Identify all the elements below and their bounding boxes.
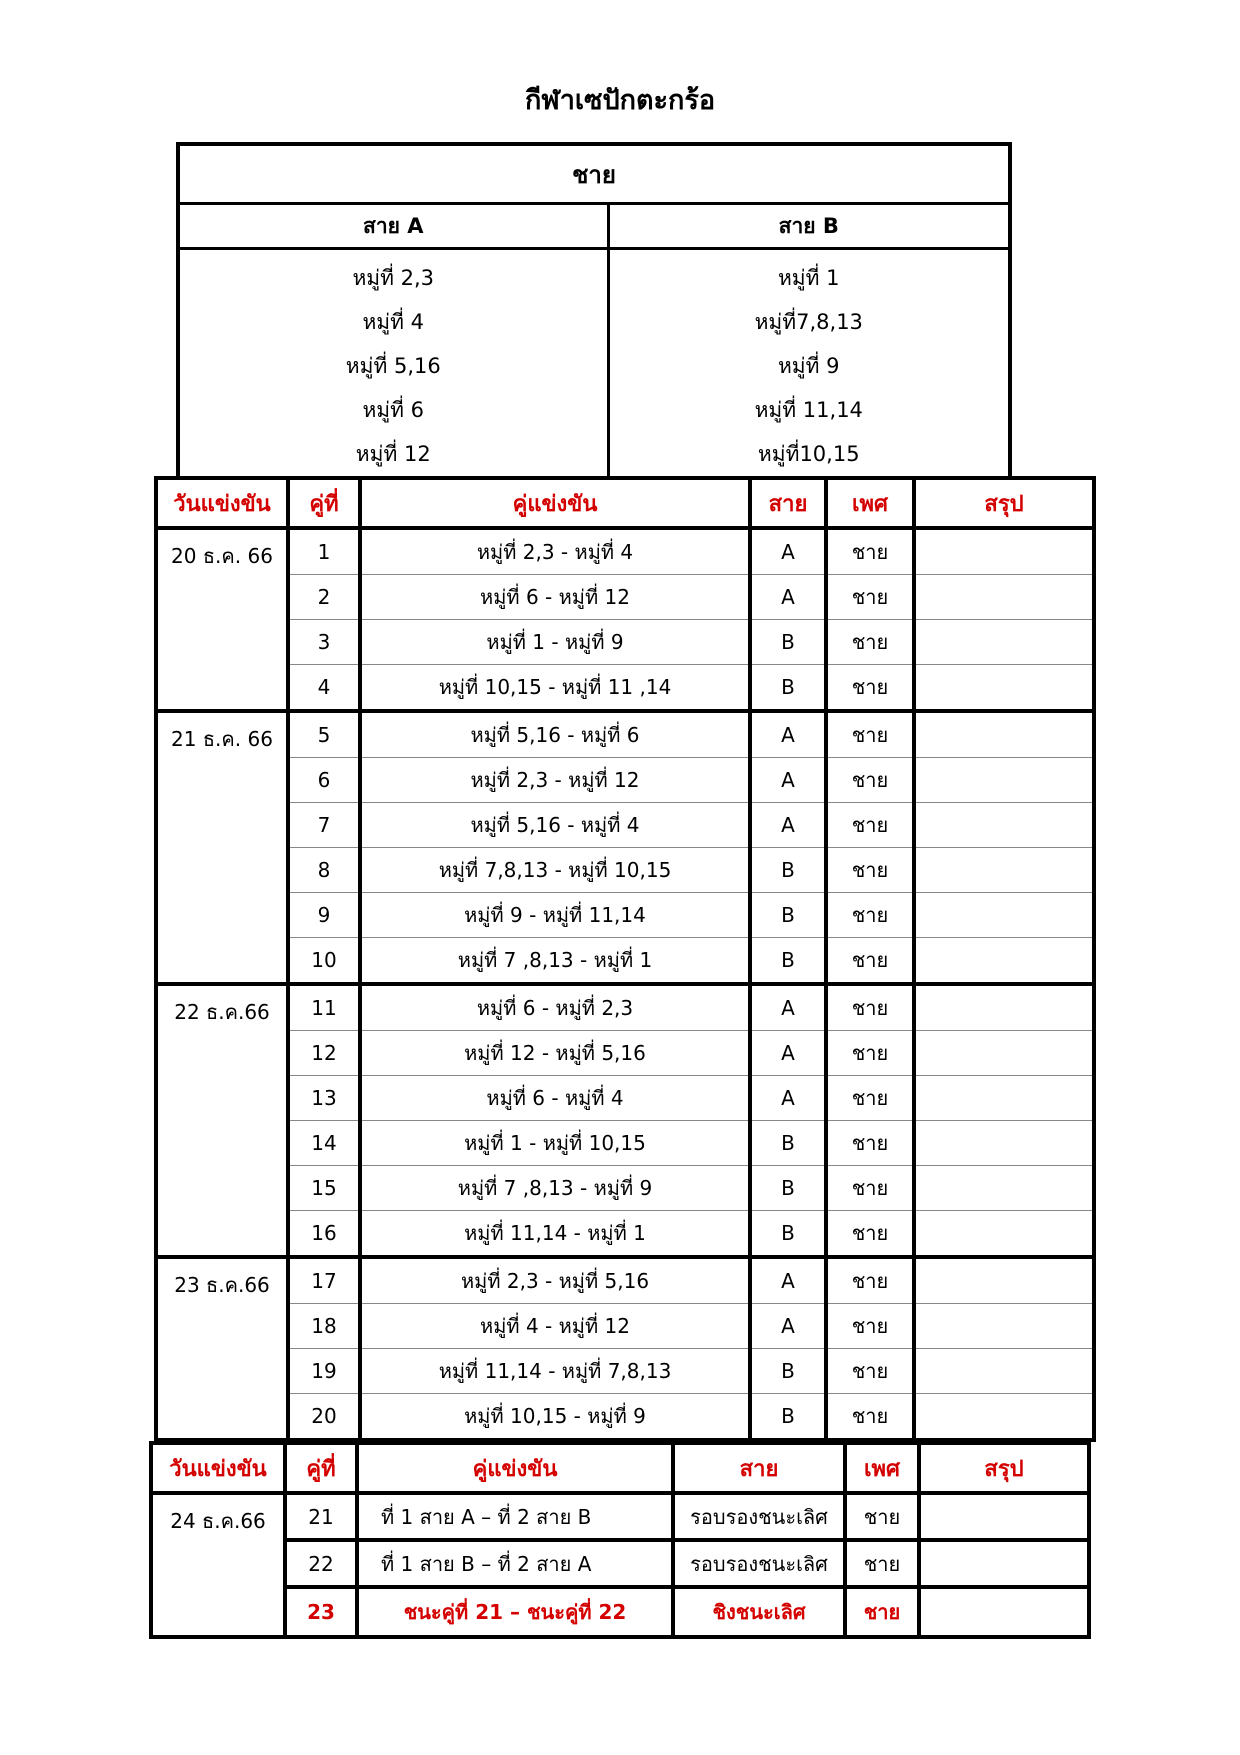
match-gender: ชาย [826, 528, 914, 575]
match-gender: ชาย [826, 1257, 914, 1304]
group-team: หมู่ที่ 5,16 [345, 354, 441, 378]
finals-date: 24 ธ.ค.66 [151, 1493, 285, 1637]
table-row [156, 575, 1094, 620]
group-b-label: สาย B [608, 204, 1010, 249]
table-row [156, 893, 1094, 938]
match-result [914, 620, 1094, 665]
match-group: B [750, 1211, 826, 1258]
match-group: A [750, 575, 826, 620]
group-team: หมู่ที่ 2,3 [352, 266, 435, 290]
match-teams: หมู่ที่ 2,3 - หมู่ที่ 5,16 [360, 1257, 750, 1304]
match-teams: หมู่ที่ 11,14 - หมู่ที่ 1 [360, 1211, 750, 1258]
match-group: B [750, 665, 826, 712]
match-gender: ชาย [826, 1211, 914, 1258]
match-no: 9 [288, 893, 360, 938]
match-no: 2 [288, 575, 360, 620]
match-teams: หมู่ที่ 6 - หมู่ที่ 12 [360, 575, 750, 620]
match-teams: หมู่ที่ 7 ,8,13 - หมู่ที่ 9 [360, 1166, 750, 1211]
match-no: 19 [288, 1349, 360, 1394]
match-gender: ชาย [826, 711, 914, 758]
match-result [914, 665, 1094, 712]
group-a-label: สาย A [178, 204, 608, 249]
match-result [914, 1394, 1094, 1441]
match-teams: ที่ 1 สาย B – ที่ 2 สาย A [357, 1540, 673, 1587]
match-no: 8 [288, 848, 360, 893]
table-row [156, 1211, 1094, 1258]
match-result [914, 575, 1094, 620]
match-teams: หมู่ที่ 10,15 - หมู่ที่ 9 [360, 1394, 750, 1441]
match-result [914, 984, 1094, 1031]
match-no: 21 [285, 1493, 357, 1540]
match-group: A [750, 1257, 826, 1304]
match-date: 22 ธ.ค.66 [156, 984, 288, 1257]
table-row [156, 1257, 1094, 1304]
match-teams: หมู่ที่ 1 - หมู่ที่ 9 [360, 620, 750, 665]
header-match: คู่แข่งขัน [360, 478, 750, 528]
match-no: 1 [288, 528, 360, 575]
match-gender: ชาย [826, 758, 914, 803]
groups-header: ชาย [178, 144, 1010, 204]
match-result [914, 893, 1094, 938]
schedule-table [154, 476, 1096, 1442]
table-row [156, 984, 1094, 1031]
group-team: หมู่ที่ 11,14 [754, 398, 863, 422]
group-b-teams [608, 249, 1010, 479]
match-gender: ชาย [826, 1121, 914, 1166]
match-group: B [750, 938, 826, 985]
match-round: ชิงชนะเลิศ [673, 1587, 845, 1637]
table-row [151, 1587, 1089, 1637]
table-row [156, 1121, 1094, 1166]
match-teams: ชนะคู่ที่ 21 – ชนะคู่ที่ 22 [357, 1587, 673, 1637]
group-team: หมู่ที่ 12 [355, 442, 431, 466]
match-result [914, 1257, 1094, 1304]
match-group: A [750, 758, 826, 803]
table-row [156, 758, 1094, 803]
match-teams: หมู่ที่ 12 - หมู่ที่ 5,16 [360, 1031, 750, 1076]
match-no: 20 [288, 1394, 360, 1441]
header-result: สรุป [914, 478, 1094, 528]
match-result [919, 1587, 1089, 1637]
match-teams: หมู่ที่ 6 - หมู่ที่ 2,3 [360, 984, 750, 1031]
match-no: 6 [288, 758, 360, 803]
groups-table [176, 142, 1012, 480]
match-no: 10 [288, 938, 360, 985]
match-gender: ชาย [826, 1031, 914, 1076]
match-date: 21 ธ.ค. 66 [156, 711, 288, 984]
match-no: 4 [288, 665, 360, 712]
group-team: หมู่ที่7,8,13 [754, 310, 863, 334]
match-group: A [750, 1076, 826, 1121]
table-row [156, 528, 1094, 575]
match-no: 15 [288, 1166, 360, 1211]
table-row [156, 1076, 1094, 1121]
match-gender: ชาย [845, 1540, 919, 1587]
table-row [156, 620, 1094, 665]
table-row [156, 665, 1094, 712]
match-group: A [750, 803, 826, 848]
match-teams: หมู่ที่ 2,3 - หมู่ที่ 12 [360, 758, 750, 803]
match-gender: ชาย [826, 620, 914, 665]
match-gender: ชาย [845, 1587, 919, 1637]
match-result [914, 1031, 1094, 1076]
match-teams: หมู่ที่ 7 ,8,13 - หมู่ที่ 1 [360, 938, 750, 985]
match-group: B [750, 893, 826, 938]
match-group: A [750, 1304, 826, 1349]
table-row [156, 803, 1094, 848]
group-team: หมู่ที่ 6 [362, 398, 425, 422]
match-gender: ชาย [826, 575, 914, 620]
match-gender: ชาย [826, 848, 914, 893]
table-row [151, 1493, 1089, 1540]
match-group: B [750, 1121, 826, 1166]
match-gender: ชาย [826, 1076, 914, 1121]
match-gender: ชาย [826, 984, 914, 1031]
schedule-header-row [156, 478, 1094, 528]
finals-header-row [151, 1443, 1089, 1493]
match-no: 12 [288, 1031, 360, 1076]
match-group: B [750, 1349, 826, 1394]
table-row [151, 1540, 1089, 1587]
table-row [156, 1349, 1094, 1394]
match-result [914, 1211, 1094, 1258]
header-group: สาย [750, 478, 826, 528]
match-result [914, 803, 1094, 848]
match-teams: หมู่ที่ 2,3 - หมู่ที่ 4 [360, 528, 750, 575]
table-row [156, 1394, 1094, 1441]
match-no: 22 [285, 1540, 357, 1587]
header-match-no: คู่ที่ [288, 478, 360, 528]
match-round: รอบรองชนะเลิศ [673, 1493, 845, 1540]
header-gender: เพศ [826, 478, 914, 528]
match-result [914, 528, 1094, 575]
match-group: B [750, 620, 826, 665]
match-group: A [750, 1031, 826, 1076]
match-result [914, 938, 1094, 985]
match-result [914, 1166, 1094, 1211]
group-team: หมู่ที่ 4 [362, 310, 425, 334]
table-row [156, 711, 1094, 758]
match-teams: หมู่ที่ 5,16 - หมู่ที่ 4 [360, 803, 750, 848]
match-result [914, 1076, 1094, 1121]
match-no: 5 [288, 711, 360, 758]
match-group: A [750, 528, 826, 575]
match-group: B [750, 1394, 826, 1441]
match-teams: หมู่ที่ 4 - หมู่ที่ 12 [360, 1304, 750, 1349]
match-gender: ชาย [826, 803, 914, 848]
match-result [914, 1304, 1094, 1349]
table-row [156, 1304, 1094, 1349]
match-gender: ชาย [826, 1304, 914, 1349]
match-group: A [750, 984, 826, 1031]
match-gender: ชาย [845, 1493, 919, 1540]
header-gender: เพศ [845, 1443, 919, 1493]
match-teams: หมู่ที่ 11,14 - หมู่ที่ 7,8,13 [360, 1349, 750, 1394]
match-teams: หมู่ที่ 6 - หมู่ที่ 4 [360, 1076, 750, 1121]
match-result [914, 1349, 1094, 1394]
match-date: 20 ธ.ค. 66 [156, 528, 288, 711]
header-group: สาย [673, 1443, 845, 1493]
match-teams: หมู่ที่ 7,8,13 - หมู่ที่ 10,15 [360, 848, 750, 893]
match-no: 14 [288, 1121, 360, 1166]
table-row [156, 1166, 1094, 1211]
match-result [914, 848, 1094, 893]
match-gender: ชาย [826, 1349, 914, 1394]
match-gender: ชาย [826, 665, 914, 712]
header-date: วันแข่งขัน [156, 478, 288, 528]
match-gender: ชาย [826, 938, 914, 985]
match-date: 23 ธ.ค.66 [156, 1257, 288, 1440]
match-no: 11 [288, 984, 360, 1031]
table-row [156, 848, 1094, 893]
match-group: B [750, 1166, 826, 1211]
header-match: คู่แข่งขัน [357, 1443, 673, 1493]
match-result [914, 1121, 1094, 1166]
group-a-teams [178, 249, 608, 479]
match-no: 16 [288, 1211, 360, 1258]
match-gender: ชาย [826, 893, 914, 938]
table-row [156, 1031, 1094, 1076]
header-date: วันแข่งขัน [151, 1443, 285, 1493]
match-round: รอบรองชนะเลิศ [673, 1540, 845, 1587]
match-teams: หมู่ที่ 10,15 - หมู่ที่ 11 ,14 [360, 665, 750, 712]
match-no: 23 [285, 1587, 357, 1637]
match-no: 17 [288, 1257, 360, 1304]
match-result [914, 758, 1094, 803]
match-no: 13 [288, 1076, 360, 1121]
match-teams: หมู่ที่ 1 - หมู่ที่ 10,15 [360, 1121, 750, 1166]
page-title: กีฬาเซปักตะกร้อ [524, 85, 716, 116]
header-result: สรุป [919, 1443, 1089, 1493]
match-no: 7 [288, 803, 360, 848]
match-result [914, 711, 1094, 758]
group-team: หมู่ที่ 9 [777, 354, 840, 378]
header-match-no: คู่ที่ [285, 1443, 357, 1493]
match-teams: หมู่ที่ 5,16 - หมู่ที่ 6 [360, 711, 750, 758]
match-group: B [750, 848, 826, 893]
match-teams: ที่ 1 สาย A – ที่ 2 สาย B [357, 1493, 673, 1540]
match-teams: หมู่ที่ 9 - หมู่ที่ 11,14 [360, 893, 750, 938]
finals-table [149, 1441, 1091, 1639]
table-row [156, 938, 1094, 985]
match-gender: ชาย [826, 1166, 914, 1211]
match-result [919, 1540, 1089, 1587]
match-group: A [750, 711, 826, 758]
match-result [919, 1493, 1089, 1540]
match-no: 18 [288, 1304, 360, 1349]
group-team: หมู่ที่10,15 [757, 442, 860, 466]
match-no: 3 [288, 620, 360, 665]
match-gender: ชาย [826, 1394, 914, 1441]
group-team: หมู่ที่ 1 [777, 266, 840, 290]
